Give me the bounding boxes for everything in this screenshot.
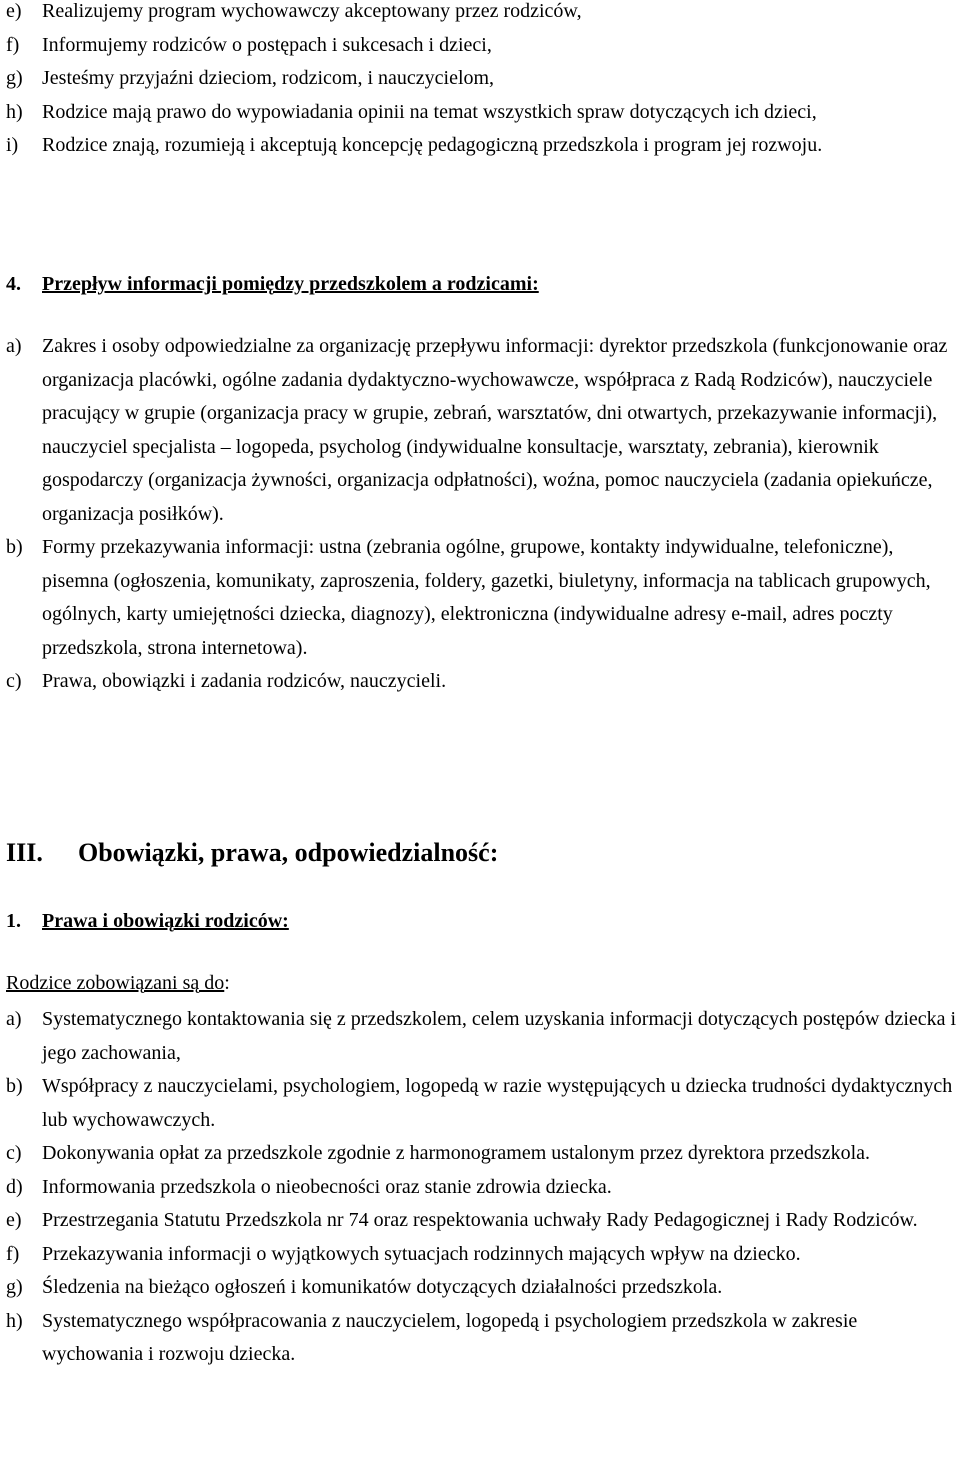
list-item-text: Śledzenia na bieżąco ogłoszeń i komunikatów dotyczących działalności przedszkola. [42,1276,723,1298]
list-item [0,1003,958,1070]
list-item [0,1070,958,1137]
obligations-list [0,1003,958,1372]
list-item [0,1305,958,1372]
list-item-text: Rodzice znają, rozumieją i akceptują koncepcję pedagogiczną przedszkola i program jej rozwoju. [42,134,823,156]
list-item-label: c) [6,670,22,692]
chapter-number: III. [6,838,43,867]
subsection-title: Prawa i obowiązki rodziców: [42,910,289,932]
list-item [0,665,958,699]
intro-underlined-text: Rodzice zobowiązani są do [6,972,225,994]
list-item [0,62,958,96]
list-item-label: f) [6,33,20,56]
list-item [0,96,958,130]
list-item-label: f) [6,1242,20,1265]
list-item-label: i) [6,134,19,156]
list-item [0,1271,958,1305]
section-title: Przepływ informacji pomiędzy przedszkolem a rodzicami: [42,273,539,295]
list-item-text: Formy przekazywania informacji: ustna (zebrania ogólne, grupowe, kontakty indywidualne, telefoniczne), pisemna (ogłoszenia, komunikaty, zaproszenia, foldery, gazetki, biuletyny, informacja na tablicach grupowych, ogólnych, karty umiejętności dziecka, diagnozy), elektroniczna (indywidualne adresy e-mail, adres poczty przedszkola, strona internetowa). [42,536,931,659]
list-item-text: Rodzice mają prawo do wypowiadania opinii na temat wszystkich spraw dotyczących ich dzieci, [42,100,817,123]
list-item-label: a) [6,335,22,357]
list-item-text: Zakres i osoby odpowiedzialne za organizację przepływu informacji: dyrektor przedszkola (funkcjonowanie oraz organizacja placówki, ogólne zadania dydaktyczno-wychowawcze, współpraca z Radą Rodziców), nauczyciele pracujący w grupie (organizacja pracy w grupie, zebrań, warsztatów, dni otwartych, przekazywanie informacji), nauczyciel specjalista – logopeda, psycholog (indywidualne konsultacje, warsztaty, zebrania), kierownik gospodarczy (organizacja żywności, organizacja odpłatności), woźna, pomoc nauczyciela (zadania opiekuńcze, organizacja posiłków). [42,335,948,525]
list-item [0,330,958,531]
list-item-label: c) [6,1142,22,1164]
list-item-text: Przestrzegania Statutu Przedszkola nr 74 oraz respektowania uchwały Rady Pedagogicznej i Rady Rodziców. [42,1209,918,1231]
list-item-label: e) [6,1209,22,1231]
list-item-label: b) [6,536,23,558]
list-item-text: Informowania przedszkola o nieobecności oraz stanie zdrowia dziecka. [42,1175,612,1198]
section-number: 4. [6,273,21,295]
list-item-label: d) [6,1175,23,1198]
list-item-label: b) [6,1075,23,1097]
obligations-intro [6,967,230,1000]
list-item-text: Jesteśmy przyjaźni dzieciom, rodzicom, i nauczycielom, [42,67,495,89]
section-4-list [0,330,958,699]
list-item-label: e) [6,0,22,22]
list-item-label: g) [6,1276,23,1298]
list-item-text: Informujemy rodziców o postępach i sukcesach i dzieci, [42,33,492,56]
list-item-text: Dokonywania opłat za przedszkole zgodnie z harmonogramem ustalonym przez dyrektora przedszkola. [42,1142,871,1164]
list-item-text: Realizujemy program wychowawczy akceptowany przez rodziców, [42,0,582,22]
list-item [0,1171,958,1205]
list-item [0,531,958,665]
list-item-text: Współpracy z nauczycielami, psychologiem, logopedą w razie występujących u dziecka trudności dydaktycznych lub wychowawczych. [42,1075,953,1131]
list-item [0,0,958,29]
list-item-label: h) [6,1309,23,1332]
list-item-text: Systematycznego kontaktowania się z przedszkolem, celem uzyskania informacji dotyczących postępów dziecka i jego zachowania, [42,1008,957,1064]
list-item-text: Systematycznego współpracowania z nauczycielem, logopedą i psychologiem przedszkola w zakresie wychowania i rozwoju dziecka. [42,1309,858,1365]
list-item-label: a) [6,1008,22,1030]
list-item [0,1204,958,1238]
list-item [0,29,958,63]
section-4-heading [6,268,539,301]
subsection-1-heading [6,905,289,938]
list-item [0,129,958,163]
list-item-label: g) [6,67,23,89]
list-item-label: h) [6,100,23,123]
subsection-number: 1. [6,910,21,932]
top-list [0,0,958,163]
intro-colon: : [224,972,230,994]
list-item [0,1238,958,1272]
chapter-heading [6,833,498,873]
chapter-title: Obowiązki, prawa, odpowiedzialność: [78,838,499,867]
list-item-text: Prawa, obowiązki i zadania rodziców, nauczycieli. [42,670,447,692]
list-item-text: Przekazywania informacji o wyjątkowych sytuacjach rodzinnych mających wpływ na dziecko. [42,1242,801,1265]
list-item [0,1137,958,1171]
